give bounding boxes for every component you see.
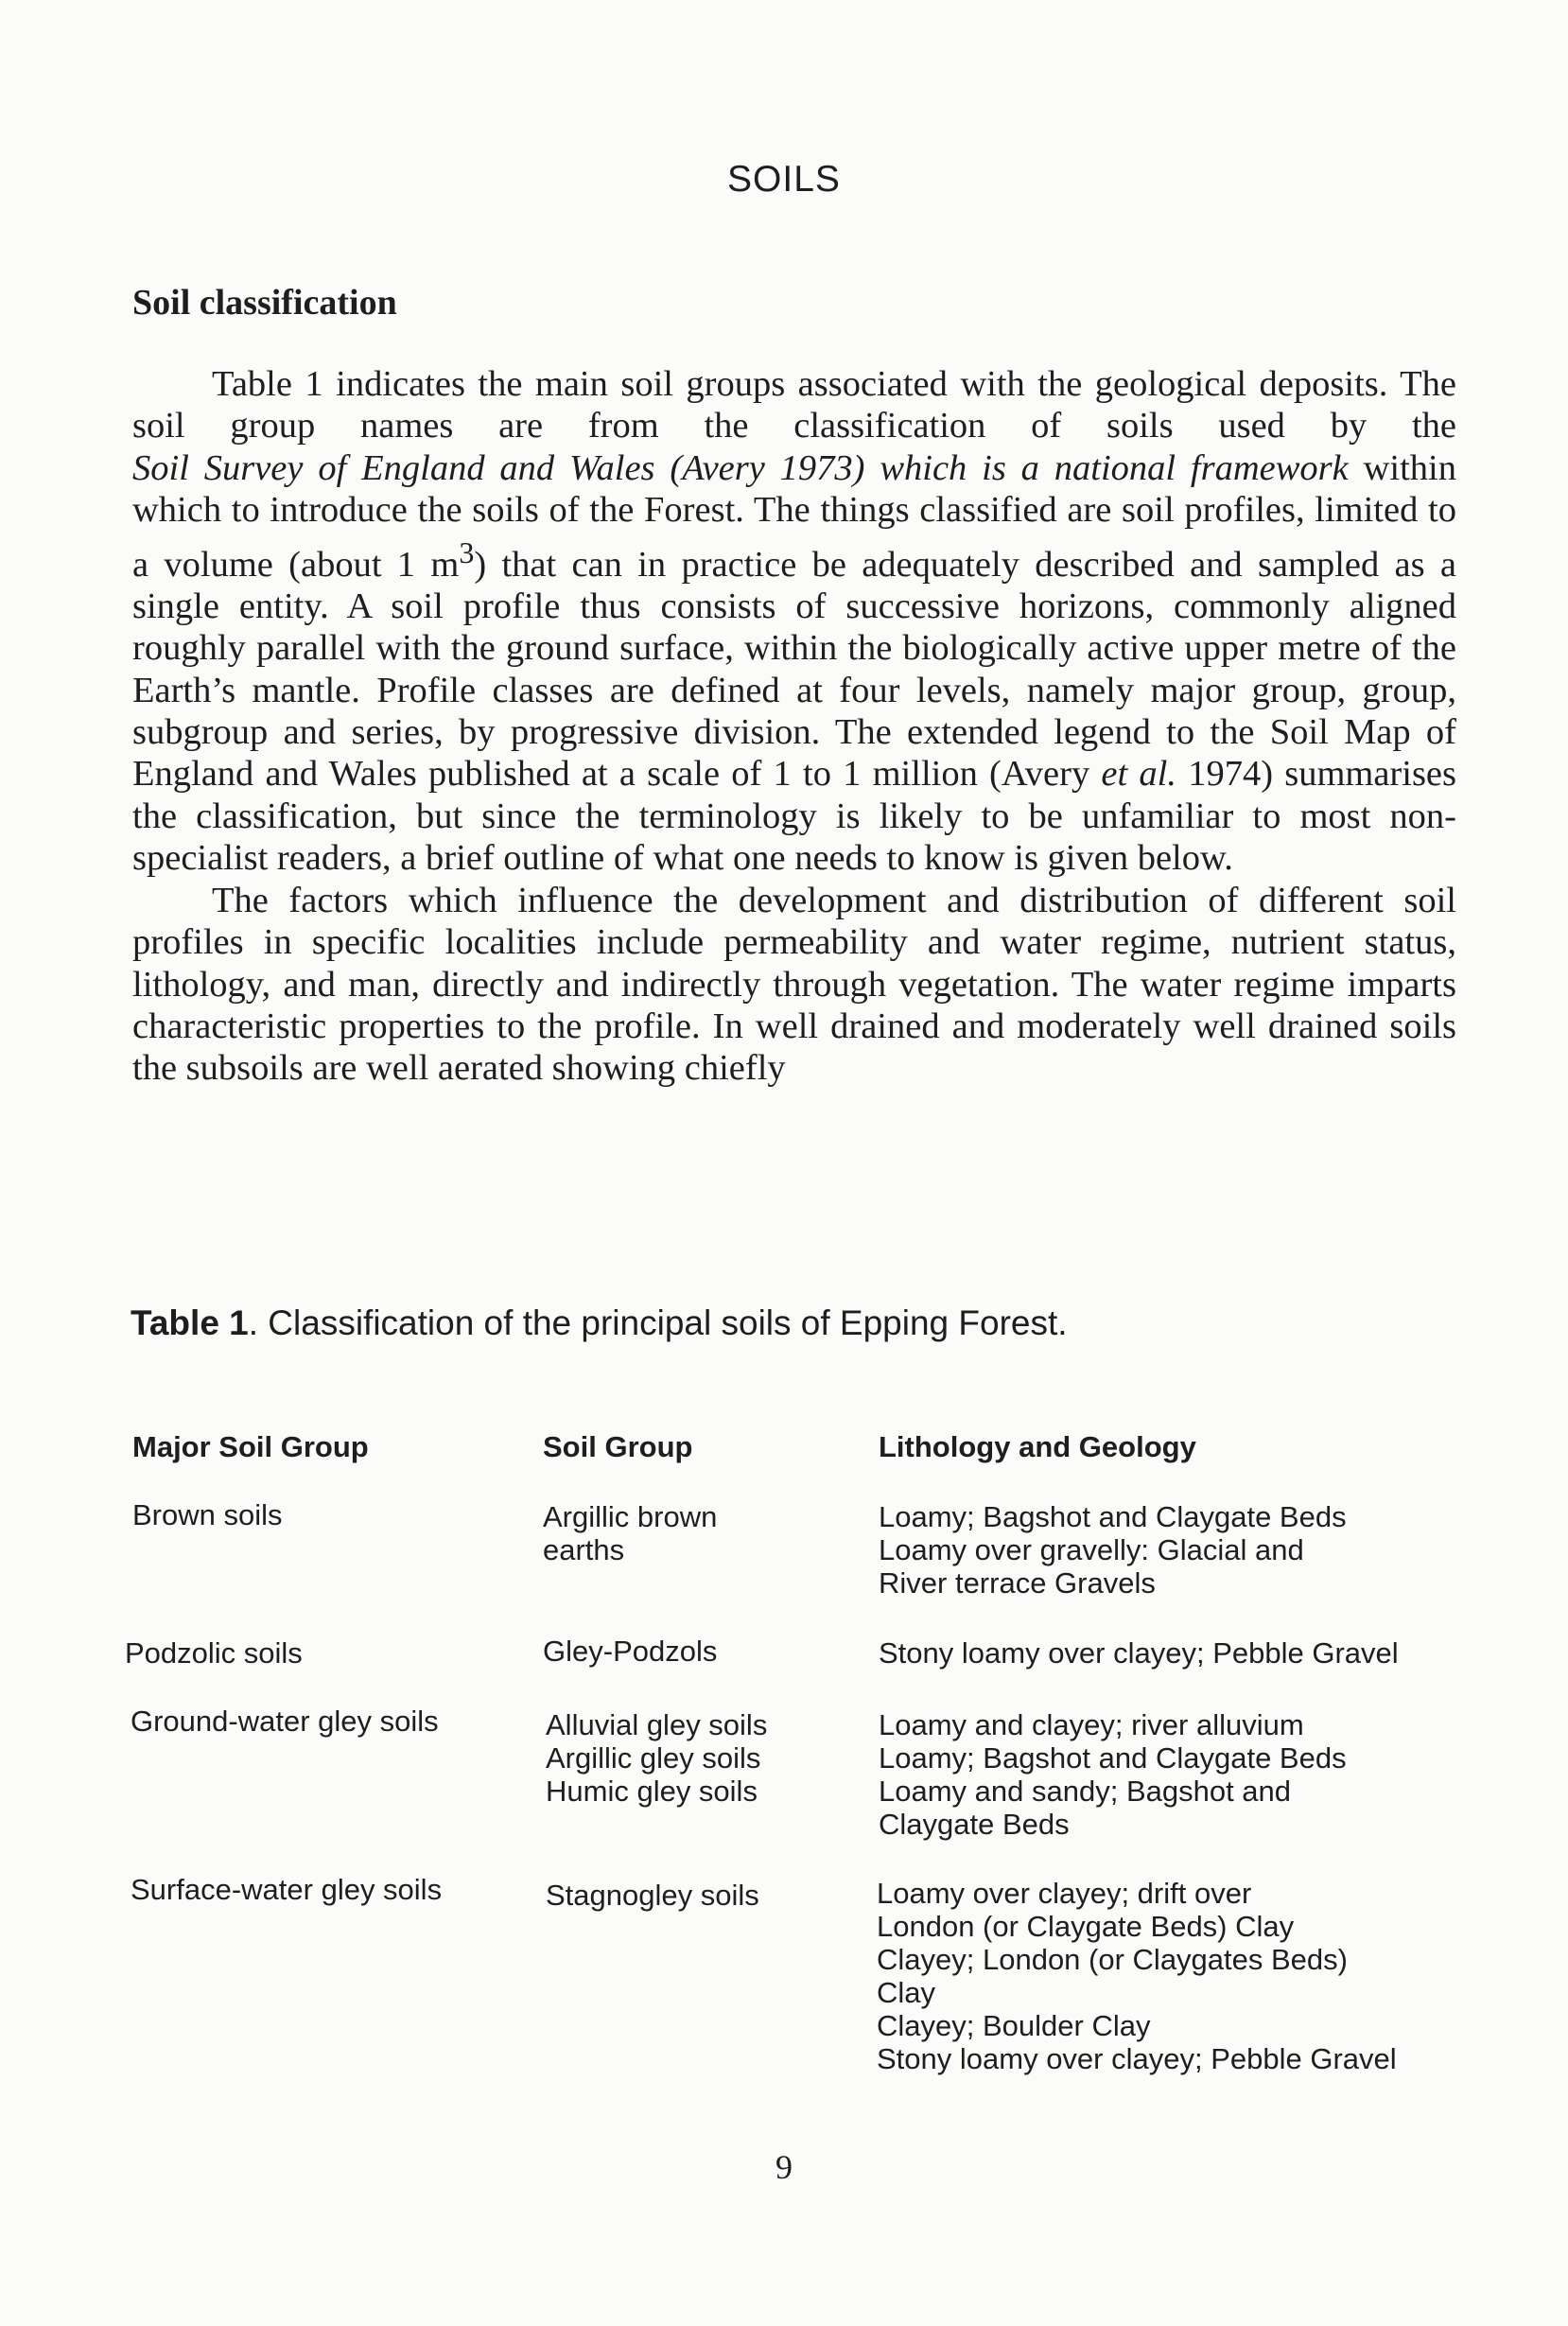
col-header-soil-group: Soil Group	[543, 1430, 693, 1463]
table-row-2-group: Gley-Podzols	[543, 1635, 718, 1668]
table-row-1-group: Argillic brown earths	[543, 1500, 718, 1566]
running-title: SOILS	[727, 159, 841, 200]
italic-survey-line: Soil Survey of England and Wales (Avery 1973) which is a national framework	[132, 447, 1349, 488]
table-caption-label: Table 1	[131, 1303, 249, 1342]
superscript-3: 3	[459, 534, 475, 569]
italic-et-al: et al.	[1101, 754, 1176, 795]
table-row-3-group: Alluvial gley soils Argillic gley soils Humic gley soils	[546, 1708, 768, 1808]
table-caption-text: . Classification of the principal soils of Epping Forest.	[248, 1303, 1068, 1342]
col-header-lithology-geology: Lithology and Geology	[879, 1430, 1196, 1463]
paragraph-2: The factors which influence the development and distribution of different soil profiles in specific localities include permeability and water regime, nutrient status, lithology, and man, directly and indirectly through vegetation. The water regime imparts characteristic properties to the profile. In well drained and moderately well drained soils the subsoils are well aerated showing chiefly	[132, 880, 1456, 1089]
col-header-major-soil-group: Major Soil Group	[132, 1430, 369, 1463]
table-caption	[131, 1303, 1068, 1343]
table-row-4-group: Stagnogley soils	[546, 1879, 759, 1912]
table-row-1-major: Brown soils	[132, 1498, 283, 1531]
table-row-1-lithology: Loamy; Bagshot and Claygate Beds Loamy over gravelly: Glacial and River terrace Gravels	[879, 1500, 1347, 1600]
table-row-2-major: Podzolic soils	[125, 1636, 303, 1670]
paragraph-1: Table 1 indicates the main soil groups associated with the geological deposits. The soil group names are from the classification of soils used by the Soil Survey of England and Wales (Avery 1973) which is a national framework within which to introduce the soils of the Forest. The things classified are soil profiles, limited to a volume (about 1 $m^3$) that can in practice be adequately described and sampled as a single entity. A soil profile thus consists of successive horizons, commonly aligned roughly parallel with the ground surface, within the biologically active upper metre of the Earth’s mantle. Profile classes are defined at four levels, namely major group, group, subgroup and series, by progressive division. The extended legend to the Soil Map of England and Wales published at a scale of 1 to 1 million (Avery et al. 1974) summarises the classification, but since the terminology is likely to be unfamiliar to most non-specialist readers, a brief outline of what one needs to know is given below.	[132, 364, 1457, 879]
table-row-4-major: Surface-water gley soils	[131, 1873, 443, 1906]
table-row-2-lithology: Stony loamy over clayey; Pebble Gravel	[879, 1636, 1399, 1670]
page-number: 9	[775, 2148, 793, 2186]
body-text	[132, 363, 1456, 1090]
section-heading: Soil classification	[132, 283, 397, 323]
table-row-3-major: Ground-water gley soils	[131, 1705, 439, 1738]
table-row-3-lithology: Loamy and clayey; river alluvium Loamy; Bagshot and Claygate Beds Loamy and sandy; Bagshot and Claygate Beds	[879, 1708, 1347, 1841]
table-row-4-lithology: Loamy over clayey; drift over London (or Claygate Beds) Clay Clayey; London (or Claygates Beds) Clay Clayey; Boulder Clay Stony loamy over clayey; Pebble Gravel	[877, 1877, 1397, 2075]
